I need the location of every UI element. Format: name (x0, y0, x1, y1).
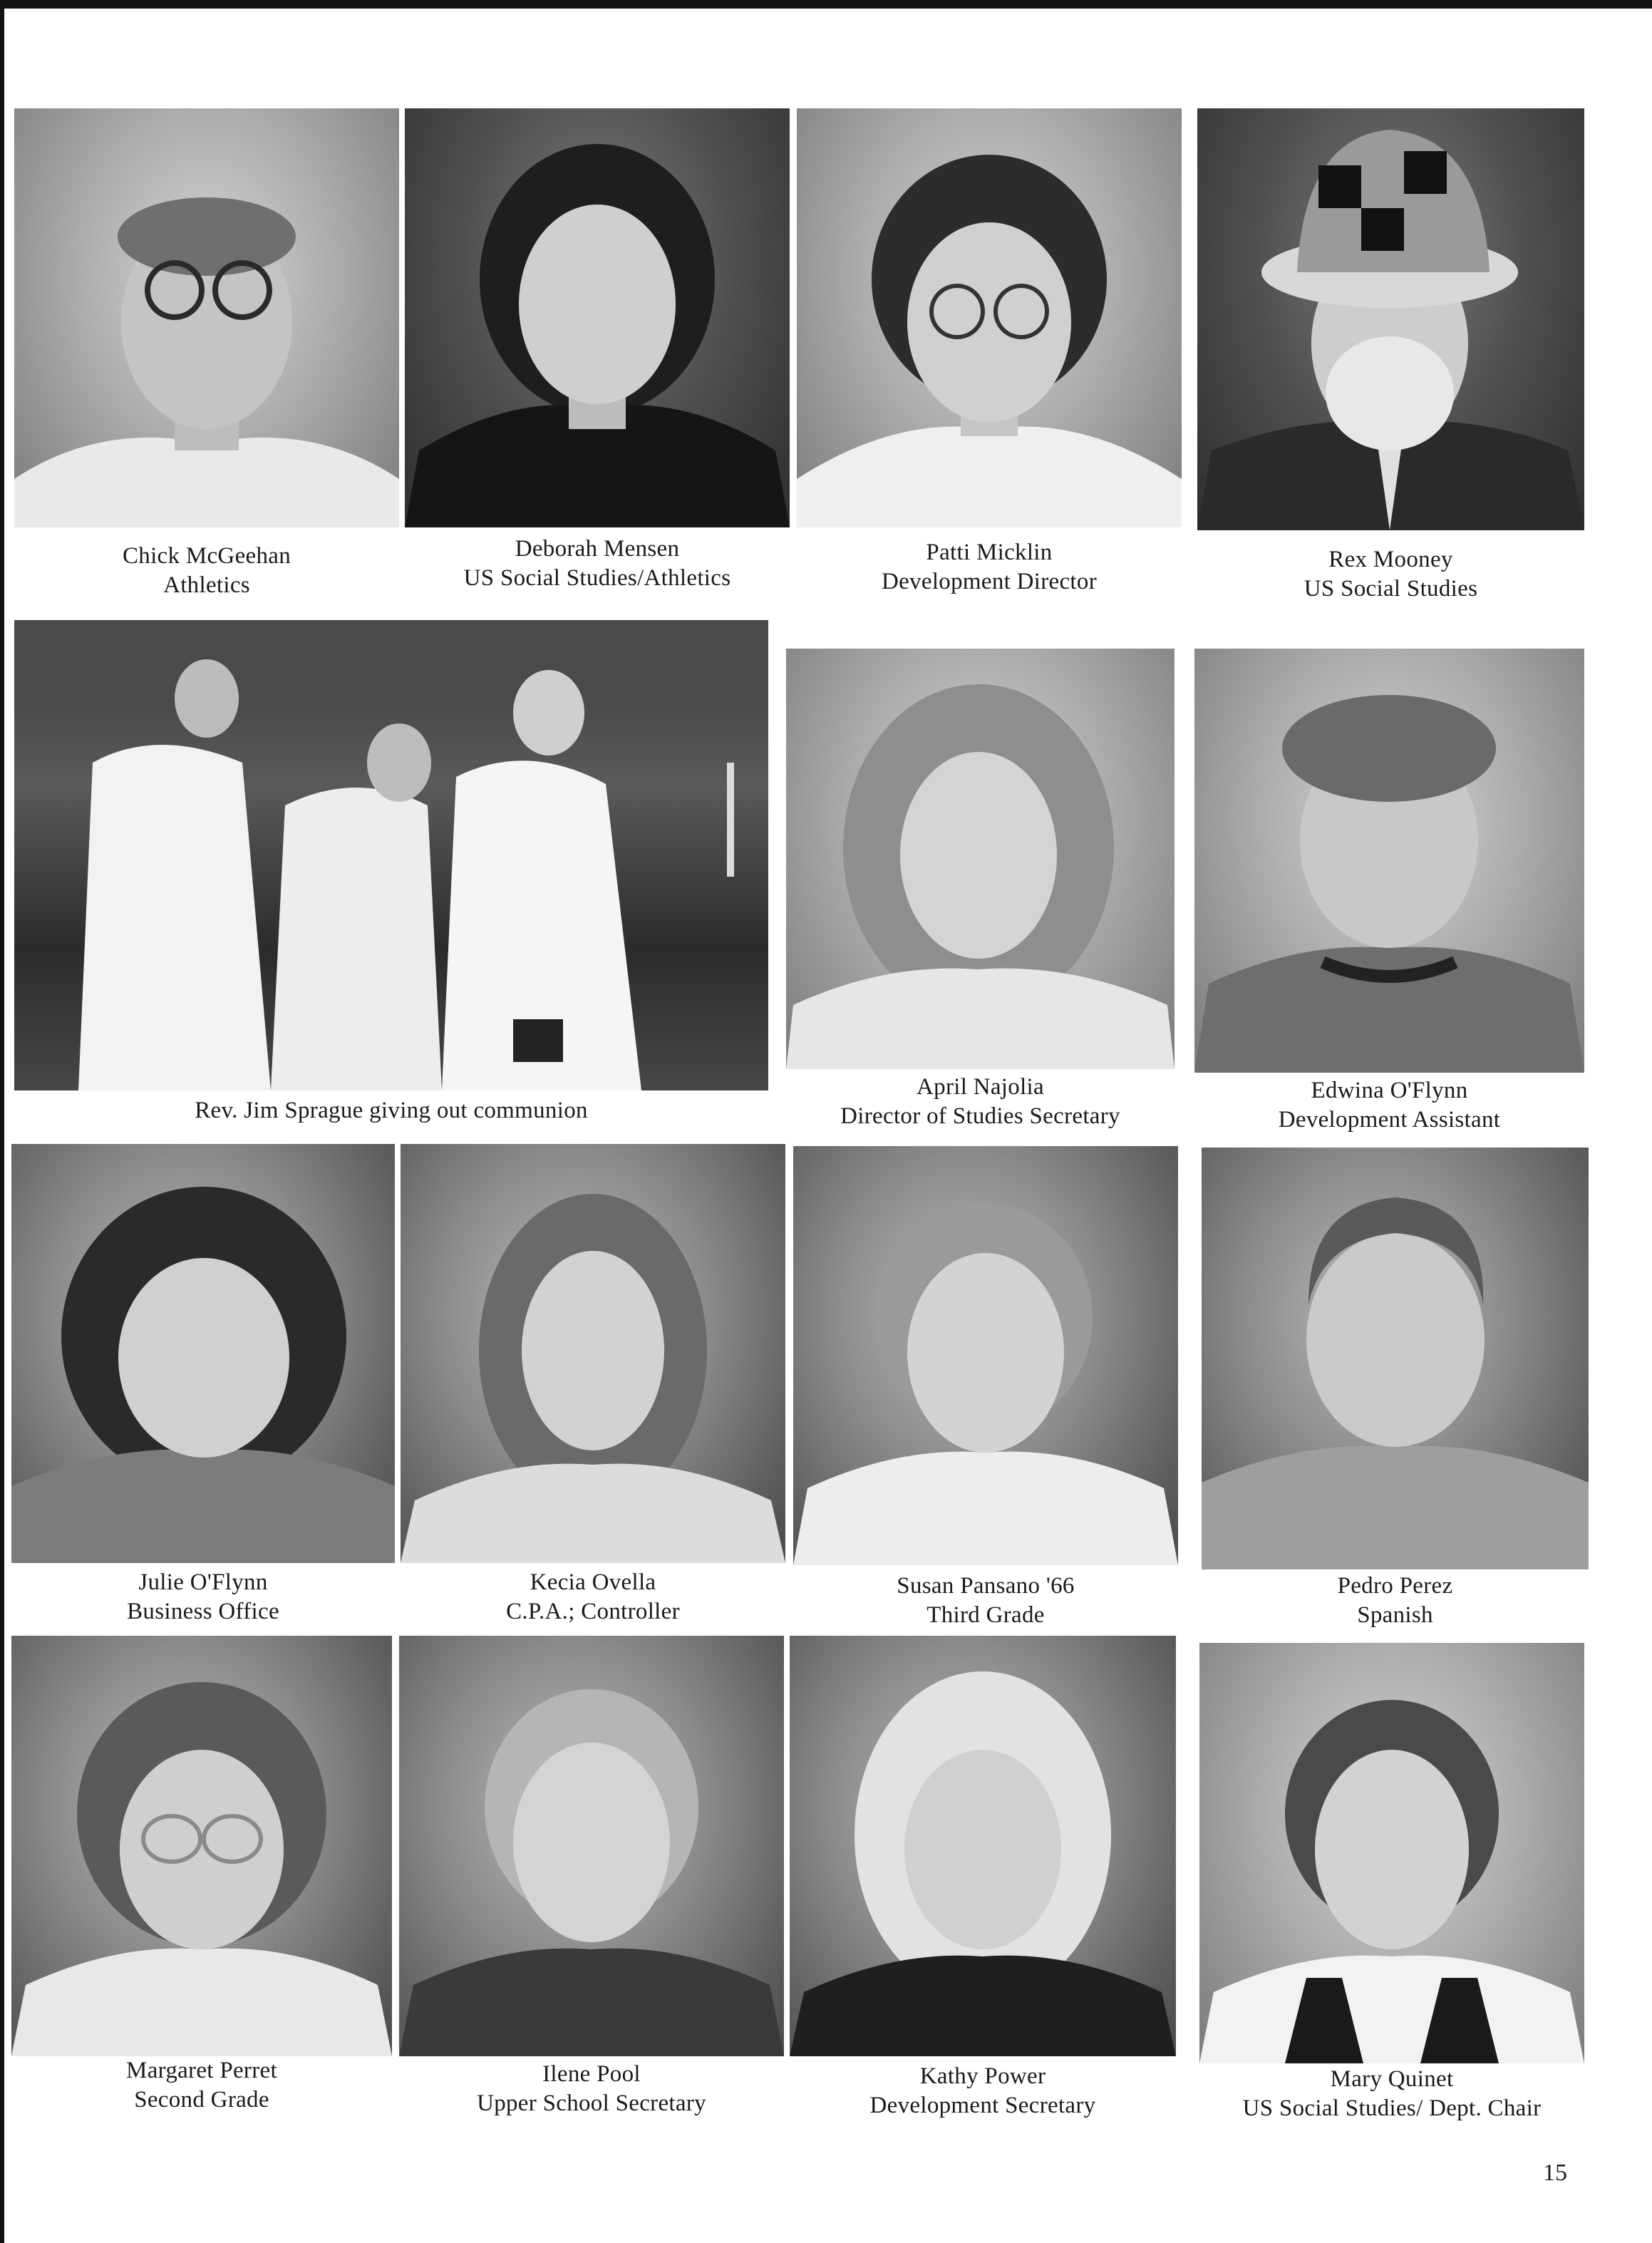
portrait-photo (11, 1636, 392, 2056)
staff-name: Patti Micklin (926, 540, 1053, 565)
staff-role: US Social Studies/Athletics (463, 565, 731, 591)
staff-name: Chick McGeehan (122, 543, 291, 569)
portrait-photo (401, 1144, 785, 1563)
staff-role: US Social Studies (1303, 576, 1478, 602)
staff-name: Edwina O'Flynn (1311, 1078, 1468, 1103)
staff-name: Kathy Power (919, 2063, 1046, 2089)
staff-role: Upper School Secretary (477, 2090, 706, 2116)
staff-role: Business Office (127, 1599, 279, 1624)
portrait-photo (11, 1144, 395, 1563)
staff-name: Kecia Ovella (530, 1569, 656, 1595)
staff-name: Susan Pansano '66 (897, 1573, 1075, 1599)
feature-caption (14, 1096, 768, 1125)
staff-role: Third Grade (926, 1602, 1045, 1628)
staff-role: C.P.A.; Controller (506, 1599, 680, 1624)
staff-caption (399, 2060, 784, 2118)
staff-name: Rex Mooney (1328, 547, 1453, 572)
staff-name: Julie O'Flynn (138, 1569, 268, 1595)
staff-caption (1194, 1076, 1584, 1135)
portrait-photo (797, 108, 1182, 527)
feature-caption-text: Rev. Jim Sprague giving out communion (195, 1098, 588, 1123)
staff-caption (11, 2056, 392, 2115)
staff-role: Athletics (163, 572, 250, 598)
staff-caption (786, 1073, 1175, 1131)
staff-caption (401, 1568, 785, 1626)
staff-role: Spanish (1357, 1602, 1433, 1628)
staff-caption (14, 542, 399, 600)
portrait-photo (1194, 649, 1584, 1073)
staff-role: Development Director (882, 569, 1097, 594)
portrait-photo (405, 108, 790, 527)
staff-caption (790, 2062, 1176, 2120)
staff-caption (1202, 1572, 1589, 1630)
staff-name: Ilene Pool (542, 2061, 641, 2087)
page-number: 15 (1543, 2160, 1567, 2186)
top-border-rule (0, 0, 1652, 9)
portrait-photo (399, 1636, 784, 2056)
left-border-rule (0, 0, 4, 2243)
staff-role: Second Grade (134, 2087, 269, 2113)
portrait-photo (14, 108, 399, 527)
staff-role: Development Assistant (1278, 1107, 1501, 1133)
portrait-photo (1202, 1148, 1589, 1569)
staff-name: Deborah Mensen (515, 536, 680, 562)
staff-caption (1199, 2065, 1584, 2123)
staff-caption (797, 538, 1182, 597)
portrait-photo (790, 1636, 1176, 2056)
portrait-photo (793, 1146, 1178, 1565)
portrait-photo (1199, 1643, 1584, 2063)
portrait-photo (1197, 108, 1584, 530)
communion-photo (14, 620, 768, 1090)
staff-role: US Social Studies/ Dept. Chair (1242, 2095, 1542, 2121)
staff-name: Margaret Perret (126, 2058, 277, 2083)
staff-caption (1197, 545, 1584, 604)
staff-name: Pedro Perez (1337, 1573, 1453, 1599)
staff-caption (11, 1568, 395, 1626)
staff-name: Mary Quinet (1330, 2066, 1454, 2092)
portrait-photo (786, 649, 1175, 1069)
staff-role: Director of Studies Secretary (840, 1103, 1120, 1129)
staff-caption (793, 1572, 1178, 1630)
staff-caption (405, 535, 790, 593)
staff-name: April Najolia (917, 1074, 1044, 1100)
staff-role: Development Secretary (869, 2093, 1096, 2118)
